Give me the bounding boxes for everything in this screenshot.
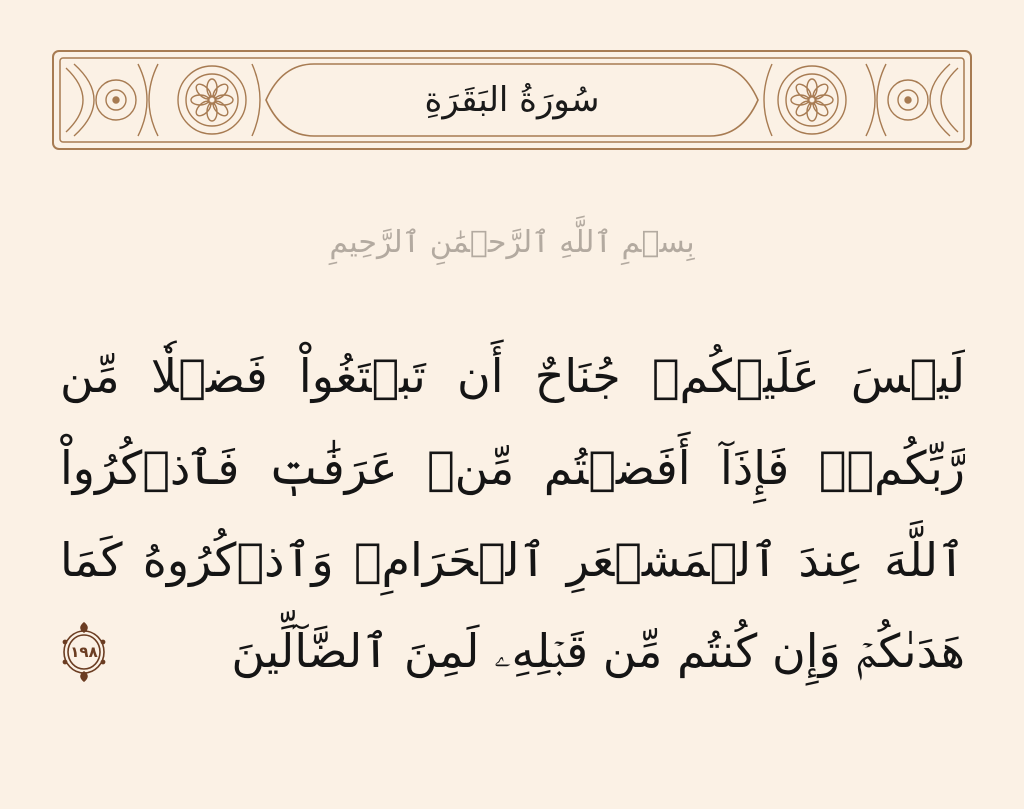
verse-line-text: لَيۡسَ عَلَيۡكُمۡ جُنَاحٌ أَن تَبۡتَغُواْ فَضۡلٗا مِّن [60,349,965,403]
verse-line [60,514,965,606]
ayah-end-marker [60,620,108,684]
verse-line [60,606,965,698]
verse-line-text: ٱللَّهَ عِندَ ٱلۡمَشۡعَرِ ٱلۡحَرَامِۖ وَٱذۡكُرُوهُ كَمَا [60,533,965,587]
verse-block [60,330,965,698]
verse-line [60,422,965,514]
verse-line [60,330,965,422]
verse-line-text: رَّبِّكُمۡۚ فَإِذَآ أَفَضۡتُم مِّنۡ عَرَفَٰتٖ فَٱذۡكُرُواْ [60,441,965,495]
basmala: بِسۡمِ ٱللَّهِ ٱلرَّحۡمَٰنِ ٱلرَّحِيمِ [329,224,695,260]
verse-line-text: هَدَىٰكُمۡ وَإِن كُنتُم مِّن قَبۡلِهِۦ لَمِنَ ٱلضَّآلِّينَ [231,624,965,678]
surah-title: سُورَةُ البَقَرَةِ [424,80,600,120]
surah-header-frame [52,50,972,150]
ayah-number: ١٩٨ [70,643,98,661]
